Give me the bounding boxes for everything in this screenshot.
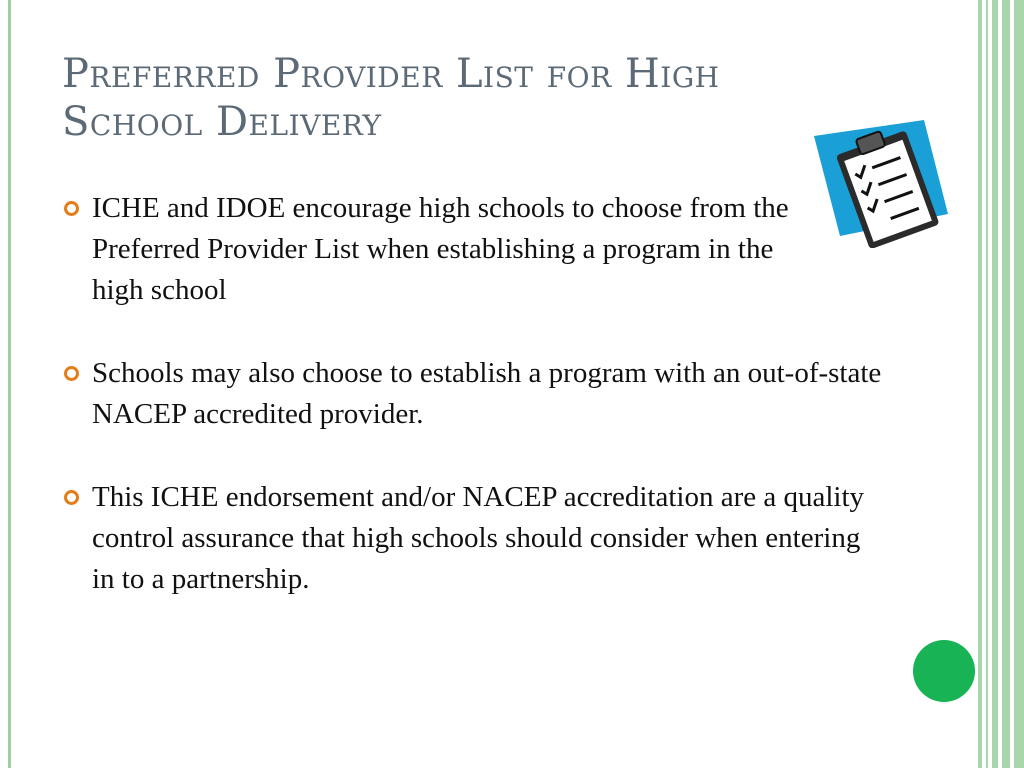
green-circle-icon [913, 640, 975, 702]
list-item [64, 188, 812, 311]
bullet-text: Schools may also choose to establish a program with an out-of-state NACEP accredited provider. [92, 357, 882, 430]
left-border-line [8, 0, 11, 768]
ring-bullet-icon [64, 490, 79, 505]
bullet-list [64, 188, 884, 642]
ring-bullet-icon [64, 201, 79, 216]
slide-title: Preferred Provider List for High School Delivery [62, 51, 720, 145]
right-border-stripe [978, 0, 982, 768]
bullet-text: This ICHE endorsement and/or NACEP accreditation are a quality control assurance that high schools should consider when entering in to a partnership. [92, 481, 865, 595]
right-border-stripe [1002, 0, 1010, 768]
bullet-text: ICHE and IDOE encourage high schools to choose from the Preferred Provider List when establishing a program in the high school [92, 192, 789, 306]
list-item [64, 353, 884, 435]
list-item [64, 477, 884, 600]
right-border-stripe [992, 0, 998, 768]
right-border-stripe [1014, 0, 1024, 768]
ring-bullet-icon [64, 366, 79, 381]
right-border-stripe [986, 0, 988, 768]
